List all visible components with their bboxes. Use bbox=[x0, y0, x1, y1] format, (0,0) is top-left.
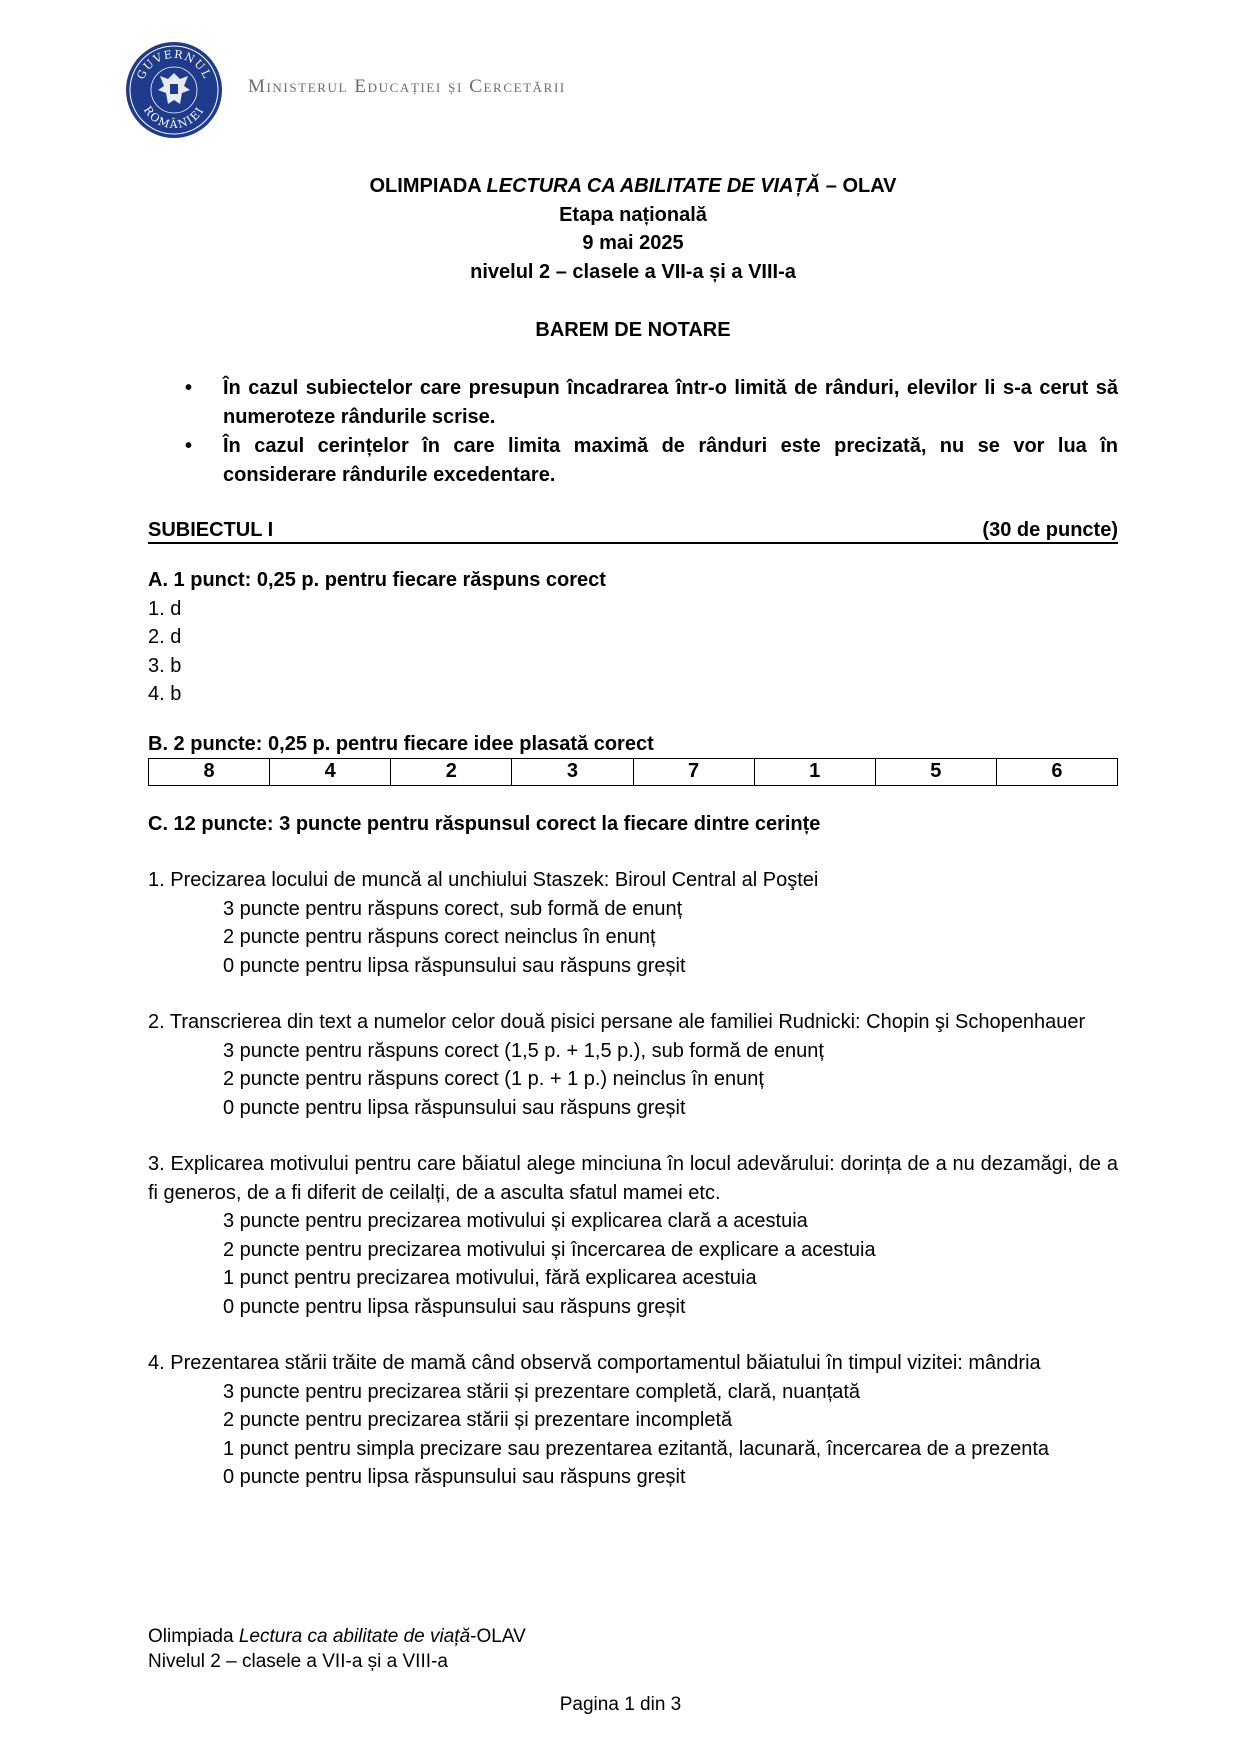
section-a-heading: A. 1 punct: 0,25 p. pentru fiecare răspuns corect bbox=[148, 569, 606, 591]
section-c-heading: C. 12 puncte: 3 puncte pentru răspunsul corect la fiecare dintre cerințe bbox=[148, 812, 821, 835]
table-cell: 6 bbox=[996, 758, 1117, 785]
criterion-item: 1 punct pentru simpla precizare sau prezentarea ezitantă, lacunară, încercarea de a prezenta bbox=[223, 1437, 1050, 1460]
title-block bbox=[148, 172, 1118, 286]
order-table bbox=[148, 758, 1118, 786]
answer-item: 3. b bbox=[148, 654, 182, 677]
criterion-item: 1 punct pentru precizarea motivului, fără explicarea acestuia bbox=[223, 1267, 757, 1289]
footer-olympiad: Olimpiada Lectura ca abilitate de viață-OLAV bbox=[148, 1626, 526, 1647]
olympiad-title: OLIMPIADA LECTURA CA ABILITATE DE VIAȚĂ – OLAV bbox=[369, 175, 897, 197]
seal-text-top: GUVERNUL bbox=[134, 47, 214, 82]
answer-item: 4. b bbox=[148, 683, 182, 705]
question-1: 1. Precizarea locului de muncă al unchiului Staszek: Biroul Central al Poştei bbox=[148, 869, 819, 891]
section-b-heading: B. 2 puncte: 0,25 p. pentru fiecare idee plasată corect bbox=[148, 732, 654, 755]
table-cell: 2 bbox=[391, 758, 512, 785]
footer-level: Nivelul 2 – clasele a VII-a și a VIII-a bbox=[148, 1651, 448, 1672]
government-seal-icon bbox=[124, 40, 224, 140]
main-content bbox=[148, 172, 1118, 1492]
criterion-item: 3 puncte pentru răspuns corect (1,5 p. + 1,5 p.), sub formă de enunț bbox=[223, 1039, 824, 1062]
answer-item: 1. d bbox=[148, 597, 182, 620]
criterion-item: 3 puncte pentru precizarea stării și prezentare completă, clară, nuanțată bbox=[223, 1380, 861, 1403]
criterion-item: 2 puncte pentru precizarea stării și prezentare incompletă bbox=[223, 1409, 733, 1431]
table-cell: 5 bbox=[875, 758, 996, 785]
footer bbox=[148, 1624, 526, 1674]
criterion-item: 0 puncte pentru lipsa răspunsului sau răspuns greșit bbox=[223, 1295, 686, 1318]
criterion-item: 3 puncte pentru răspuns corect, sub formă de enunț bbox=[223, 897, 683, 920]
page-number: Pagina 1 din 3 bbox=[559, 1694, 682, 1715]
table-cell: 1 bbox=[754, 758, 875, 785]
note-item: • În cazul subiectelor care presupun încadrarea într-o limită de rânduri, elevilor li s-a cerut să numeroteze rândurile scrise. bbox=[223, 374, 1118, 432]
criterion-item: 2 puncte pentru răspuns corect neinclus în enunț bbox=[223, 926, 656, 948]
notes-list bbox=[148, 374, 1118, 490]
table-cell: 4 bbox=[270, 758, 391, 785]
ministry-name: Ministerul Educației și Cercetării bbox=[248, 76, 566, 97]
question-2: 2. Transcrierea din text a numelor celor două pisici persane ale familiei Rudnicki: Chopin şi Schopenhauer bbox=[148, 1011, 1086, 1033]
criterion-item: 0 puncte pentru lipsa răspunsului sau răspuns greșit bbox=[223, 954, 686, 977]
criterion-item: 0 puncte pentru lipsa răspunsului sau răspuns greșit bbox=[223, 1096, 686, 1119]
subject-points: (30 de puncte) bbox=[982, 519, 1118, 541]
criterion-item: 0 puncte pentru lipsa răspunsului sau răspuns greșit bbox=[223, 1466, 686, 1488]
table-row bbox=[149, 758, 1118, 785]
exam-date: 9 mai 2025 bbox=[582, 232, 684, 254]
subject-title: SUBIECTUL I bbox=[148, 519, 274, 541]
level-title: nivelul 2 – clasele a VII-a și a VIII-a bbox=[470, 260, 796, 283]
criterion-item: 3 puncte pentru precizarea motivului și explicarea clară a acestuia bbox=[223, 1210, 808, 1232]
question-4: 4. Prezentarea stării trăite de mamă când observă comportamentul băiatului în timpul vizitei: mândria bbox=[148, 1352, 1041, 1374]
answer-item: 2. d bbox=[148, 626, 182, 648]
seal-text-bottom: ROMÂNIEI bbox=[140, 103, 208, 132]
barem-title: BAREM DE NOTARE bbox=[535, 319, 731, 341]
table-cell: 3 bbox=[512, 758, 633, 785]
note-item: • În cazul cerințelor în care limita maximă de rânduri este precizată, nu se vor lua în considerare rândurile excedentare. bbox=[223, 432, 1118, 490]
subject-header bbox=[148, 518, 1118, 544]
table-cell: 8 bbox=[149, 758, 270, 785]
question-3: 3. Explicarea motivului pentru care băiatul alege minciuna în locul adevărului: dorința de a nu dezamăgi, de a fi generos, de a fi diferit de ceilalți, de a asculta sfatul mamei etc. bbox=[148, 1153, 1118, 1204]
stage-title: Etapa națională bbox=[559, 203, 707, 226]
criterion-item: 2 puncte pentru precizarea motivului și încercarea de explicare a acestuia bbox=[223, 1238, 876, 1261]
criterion-item: 2 puncte pentru răspuns corect (1 p. + 1 p.) neinclus în enunț bbox=[223, 1068, 764, 1090]
table-cell: 7 bbox=[633, 758, 754, 785]
